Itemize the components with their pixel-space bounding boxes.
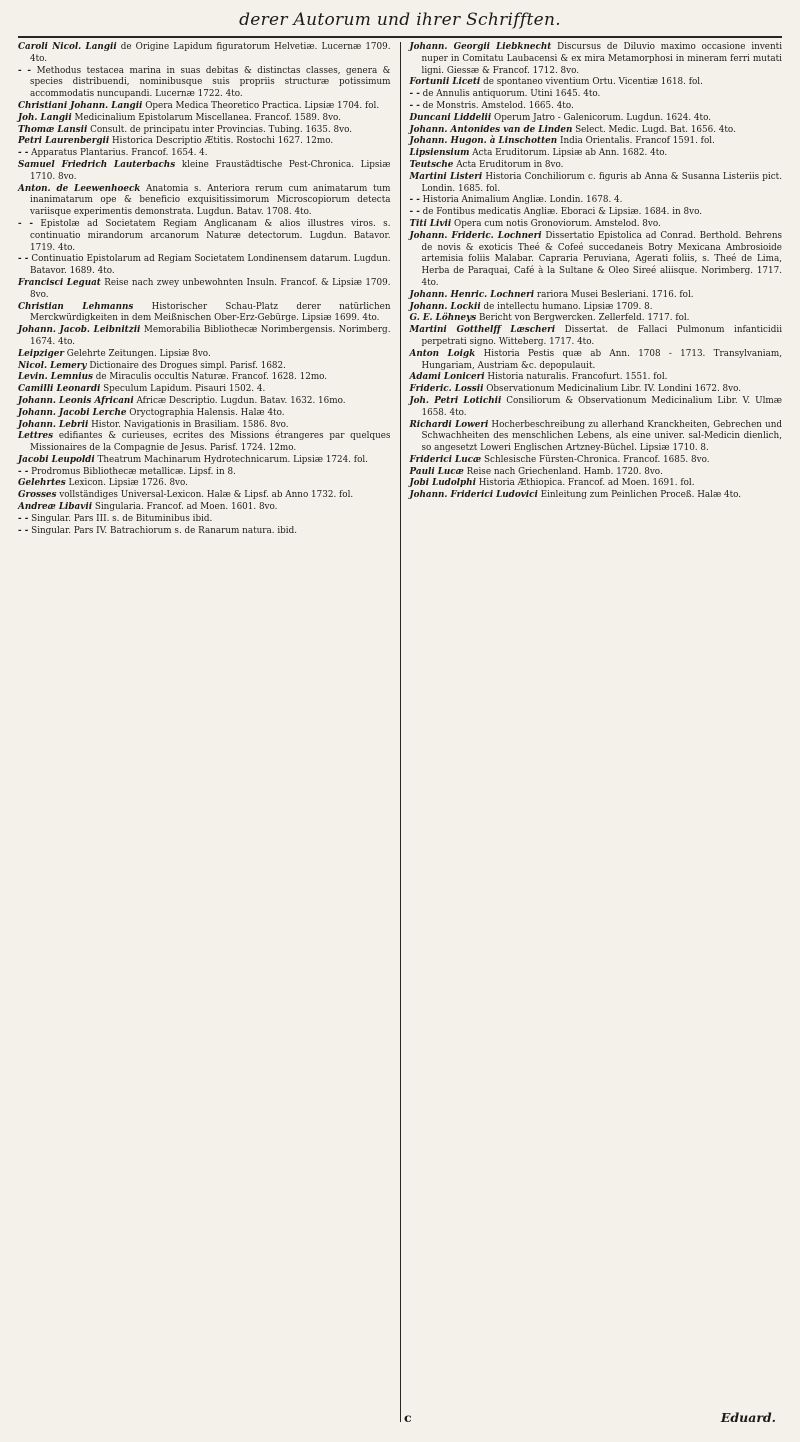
entry-title: Bericht von Bergwercken. Zellerfeld. 1717. fol. <box>478 313 690 324</box>
bibliography-entry <box>18 349 391 361</box>
entry-title: Singularia. Francof. ad Moen. 1601. 8vo. <box>94 502 278 513</box>
entry-author: Johann. Jacob. Leibnitzii <box>18 325 141 336</box>
bibliography-entry <box>18 278 391 302</box>
bibliography-entry <box>18 384 391 396</box>
bibliography-entry <box>18 455 391 467</box>
entry-title: Medicinalium Epistolarum Miscellanea. Francof. 1589. 8vo. <box>74 112 341 123</box>
bibliography-entry <box>410 42 783 77</box>
bibliography-entry <box>410 148 783 160</box>
entry-title: Select. Medic. Lugd. Bat. 1656. 4to. <box>575 124 736 135</box>
entry-author: Pauli Lucæ <box>409 466 464 477</box>
entry-author: - - <box>409 207 420 218</box>
page-footer <box>18 1410 782 1428</box>
bibliography-entry <box>18 136 391 148</box>
bibliography-entry <box>18 125 391 137</box>
entry-title: Continuatio Epistolarum ad Regiam Societatem Londinensem datarum. Lugdun. Batavor. 1689. 4to. <box>30 254 391 277</box>
bibliography-entry <box>18 42 391 66</box>
entry-title: Gelehrte Zeitungen. Lipsiæ 8vo. <box>66 348 211 359</box>
entry-title: Histor. Navigationis in Brasiliam. 1586. 8vo. <box>91 419 289 430</box>
entry-author: Lipsiensium <box>409 148 470 159</box>
entry-title: Reise nach zwey unbewohnten Insuln. Francof. & Lipsiæ 1709. 8vo. <box>30 277 391 300</box>
entry-author: Adami Loniceri <box>409 372 485 383</box>
entry-author: Leipziger <box>18 348 64 359</box>
entry-title: Operum Jatro - Galenicorum. Lugdun. 1624. 4to. <box>494 112 712 123</box>
bibliography-entry <box>18 254 391 278</box>
bibliography-entry <box>410 372 783 384</box>
entry-title: Opera Medica Theoretico Practica. Lipsiæ 1704. fol. <box>145 100 380 111</box>
entry-author: Johann. Jacobi Lerche <box>18 407 127 418</box>
entry-author: Christian Lehmanns <box>18 301 134 312</box>
entry-title: Dissertat. de Fallaci Pulmonum infanticidii perpetrati signo. Witteberg. 1717. 4to. <box>421 325 783 347</box>
entry-title: de Monstris. Amstelod. 1665. 4to. <box>422 100 574 111</box>
entry-author: Johann. Frideric. Lochneri <box>409 230 542 241</box>
page <box>18 8 782 1436</box>
entry-title: Memorabilia Bibliothecæ Norimbergensis. Norimberg. 1674. 4to. <box>30 325 391 347</box>
bibliography-entry <box>410 467 783 479</box>
bibliography-entry <box>410 302 783 314</box>
entry-author: Johann. Leonis Africani <box>18 395 134 406</box>
entry-title: edifiantes & curieuses, ecrites des Missions étrangeres par quelques Missionaires de la Compagnie de Jesus. Parisf. 1724. 12mo. <box>30 431 391 454</box>
entry-author: Johann. Hugon. à Linschotten <box>409 136 558 147</box>
bibliography-entry <box>18 325 391 349</box>
entry-author: Caroli Nicol. Langii <box>18 42 117 52</box>
entry-author: Johann. Henric. Lochneri <box>409 289 535 300</box>
entry-title: Lexicon. Lipsiæ 1726. 8vo. <box>68 478 188 489</box>
entry-author: - - <box>18 148 29 159</box>
bibliography-entry <box>410 384 783 396</box>
bibliography-entry <box>410 160 783 172</box>
bibliography-entry <box>410 172 783 196</box>
bibliography-entry <box>18 66 391 101</box>
header-rule <box>18 36 782 38</box>
entry-title: Observationum Medicinalium Libr. IV. Londini 1672. 8vo. <box>486 384 742 395</box>
entry-author: Fortunii Liceti <box>409 77 481 88</box>
entry-title: Historischer Schau-Platz derer natürlichen Merckwürdigkeiten in dem Meißnischen Ober-Erz-Gebürge. Lipsiæ 1699. 4to. <box>30 301 391 324</box>
entry-author: Joh. Petri Lotichii <box>409 395 502 406</box>
bibliography-entry <box>410 325 783 349</box>
entry-title: Singular. Pars III. s. de Bituminibus ibid. <box>31 513 213 524</box>
entry-title: de Origine Lapidum figuratorum Helvetiæ. Lucernæ 1709. 4to. <box>30 42 391 64</box>
bibliography-entry <box>410 490 783 502</box>
bibliography-entry <box>18 467 391 479</box>
entry-author: Teutsche <box>409 159 454 170</box>
entry-title: Dictionaire des Drogues simpl. Parisf. 1682. <box>89 360 286 371</box>
entry-author: Johann. Antonides van de Linden <box>409 124 573 135</box>
entry-title: Singular. Pars IV. Batrachiorum s. de Ranarum natura. ibid. <box>31 525 298 536</box>
entry-author: - - <box>18 65 32 76</box>
bibliography-entry <box>410 89 783 101</box>
bibliography-entry <box>410 231 783 290</box>
entry-author: Petri Laurenbergii <box>18 136 110 147</box>
entry-title: Acta Eruditorum. Lipsiæ ab Ann. 1682. 4to. <box>472 148 668 159</box>
bibliography-entry <box>410 195 783 207</box>
entry-title: Opera cum notis Gronoviorum. Amstelod. 8vo. <box>453 218 661 229</box>
signature-mark: c <box>404 1410 412 1425</box>
two-column-body <box>18 42 783 1425</box>
entry-title: Consiliorum & Observationum Medicinalium Libr. V. Ulmæ 1658. 4to. <box>421 395 782 418</box>
entry-author: Joh. Langii <box>18 112 72 123</box>
entry-title: Historia Æthiopica. Francof. ad Moen. 1691. fol. <box>478 478 695 489</box>
bibliography-entry <box>410 101 783 113</box>
entry-author: Samuel Friedrich Lauterbachs <box>18 159 176 170</box>
entry-title: India Orientalis. Francof 1591. fol. <box>559 136 715 147</box>
entry-author: Grosses <box>18 490 57 501</box>
entry-author: - - <box>18 513 29 524</box>
bibliography-entry <box>18 113 391 125</box>
running-head: derer Autorum und ihrer Schrifften. <box>239 10 561 30</box>
entry-author: Nicol. Lemery <box>18 360 87 371</box>
entry-title: Historia Conchiliorum c. figuris ab Anna & Susanna Listeriis pict. Londin. 1685. fol. <box>421 171 782 194</box>
entry-title: Speculum Lapidum. Pisauri 1502. 4. <box>103 384 266 395</box>
entry-title: Epistolæ ad Societatem Regiam Anglicanam & alios illustres viros. s. continuatio mirandorum arcanorum Naturæ detectorum. Lugdun. Batavor. 1719. 4to. <box>30 218 391 253</box>
entry-title: Africæ Descriptio. Lugdun. Batav. 1632. 16mo. <box>136 395 346 406</box>
entry-author: Jobi Ludolphi <box>409 478 476 489</box>
entry-title: Methodus testacea marina in suas debitas & distinctas classes, genera & species distribuendi, nominibusque suis propriis structuræ potissimum accommodatis nuncupandi. Lucernæ 1722. 4to. <box>30 65 391 100</box>
bibliography-entry <box>18 514 391 526</box>
bibliography-entry <box>410 136 783 148</box>
entry-author: Gelehrtes <box>18 478 66 489</box>
bibliography-entry <box>18 502 391 514</box>
entry-title: Historia Pestis quæ ab Ann. 1708 - 1713. Transylvaniam, Hungariam, Austriam &c. depopulauit. <box>421 348 782 371</box>
entry-author: Frideric. Lossii <box>409 384 484 395</box>
entry-title: de intellectu humano. Lipsiæ 1709. 8. <box>483 301 653 312</box>
right-column <box>401 42 783 1422</box>
entry-title: Apparatus Plantarius. Francof. 1654. 4. <box>31 148 208 159</box>
entry-title: Hocherbeschreibung zu allerhand Kranckheiten, Gebrechen und Schwachheiten des menschlichen Lebens, als eine univer. sal-Medicin dienlich, so angesetzt Loweri Englischen Artzney-Büchel. Lipsiæ 1710. 8. <box>421 419 783 454</box>
entry-author: Jacobi Leupoldi <box>18 454 95 465</box>
entry-title: vollständiges Universal-Lexicon. Halæ & Lipsf. ab Anno 1732. fol. <box>59 490 354 501</box>
bibliography-entry <box>410 313 783 325</box>
entry-author: Lettres <box>18 431 54 442</box>
entry-author: Martini Listeri <box>409 171 483 182</box>
entry-title: Schlesische Fürsten-Chronica. Francof. 1685. 8vo. <box>483 454 710 465</box>
bibliography-entry <box>18 160 391 184</box>
entry-title: Consult. de principatu inter Provincias. Tubing. 1635. 8vo. <box>90 124 353 135</box>
entry-author: Johann. Lockii <box>409 301 481 312</box>
bibliography-entry <box>410 349 783 373</box>
bibliography-entry <box>410 125 783 137</box>
bibliography-entry <box>18 420 391 432</box>
bibliography-entry <box>410 77 783 89</box>
entry-author: Christiani Johann. Langii <box>18 100 143 111</box>
bibliography-entry <box>18 478 391 490</box>
left-column <box>18 42 400 1422</box>
entry-author: - - <box>18 254 29 265</box>
entry-author: Anton. de Leewenhoeck <box>18 183 141 194</box>
entry-title: Acta Eruditorum in 8vo. <box>456 159 564 170</box>
entry-author: Richardi Loweri <box>409 419 489 430</box>
entry-title: Historia Animalium Angliæ. Londin. 1678. 4. <box>422 195 623 206</box>
bibliography-entry <box>18 184 391 219</box>
entry-title: rariora Musei Besleriani. 1716. fol. <box>536 289 694 300</box>
bibliography-entry <box>18 101 391 113</box>
entry-author: Johann. Lebrii <box>18 419 89 430</box>
entry-author: - - <box>18 525 29 536</box>
bibliography-entry <box>18 372 391 384</box>
entry-author: - - <box>409 195 420 206</box>
entry-author: - - <box>18 218 33 229</box>
bibliography-entry <box>18 526 391 538</box>
entry-author: Martini Gotthelff Læscheri <box>409 325 556 336</box>
bibliography-entry <box>18 148 391 160</box>
bibliography-entry <box>18 219 391 254</box>
entry-title: Reise nach Griechenland. Hamb. 1720. 8vo. <box>466 466 663 477</box>
bibliography-entry <box>410 219 783 231</box>
bibliography-entry <box>410 478 783 490</box>
bibliography-entry <box>18 302 391 326</box>
bibliography-entry <box>18 408 391 420</box>
entry-title: Einleitung zum Peinlichen Proceß. Halæ 4to. <box>540 490 742 501</box>
entry-author: Levin. Lemnius <box>18 372 93 383</box>
entry-author: Johann. Georgii Liebknecht <box>409 42 552 52</box>
entry-author: Johann. Friderici Ludovici <box>409 490 538 501</box>
entry-title: kleine Fraustädtische Pest-Chronica. Lipsiæ 1710. 8vo. <box>30 159 391 182</box>
entry-author: Duncani Liddelii <box>409 112 492 123</box>
entry-title: Historica Descriptio Ætitis. Rostochi 1627. 12mo. <box>112 136 334 147</box>
entry-title: de Miraculis occultis Naturæ. Francof. 1628. 12mo. <box>95 372 328 383</box>
bibliography-entry <box>18 490 391 502</box>
entry-title: Oryctographia Halensis. Halæ 4to. <box>129 407 285 418</box>
entry-title: Anatomia s. Anteriora rerum cum animatarum tum inanimatarum ope & beneficio exquisitissimorum Microscopiorum detecta variisque experimentis demonstrata. Lugdun. Batav. 1708. 4to. <box>30 183 391 218</box>
entry-title: Prodromus Bibliothecæ metallicæ. Lipsf. in 8. <box>31 466 236 477</box>
entry-title: de spontaneo viventium Ortu. Vicentiæ 1618. fol. <box>483 77 703 88</box>
entry-title: Historia naturalis. Francofurt. 1551. fol. <box>487 372 668 383</box>
entry-author: Camilli Leonardi <box>18 384 101 395</box>
entry-author: Anton Loigk <box>409 348 476 359</box>
bibliography-entry <box>410 396 783 420</box>
bibliography-entry <box>410 290 783 302</box>
bibliography-entry <box>18 396 391 408</box>
entry-author: Francisci Leguat <box>18 277 101 288</box>
entry-author: Friderici Lucæ <box>409 454 482 465</box>
bibliography-entry <box>410 455 783 467</box>
entry-author: - - <box>409 100 420 111</box>
entry-title: de Annulis antiquorum. Utini 1645. 4to. <box>422 89 601 100</box>
entry-author: G. E. Löhneys <box>409 313 477 324</box>
entry-title: Theatrum Machinarum Hydrotechnicarum. Lipsiæ 1724. fol. <box>97 454 368 465</box>
bibliography-entry <box>410 207 783 219</box>
catchword: Eduard. <box>720 1410 776 1425</box>
entry-title: Dissertatio Epistolica ad Conrad. Berthold. Behrens de novis & exoticis Theé & Cofeé succedaneis Botry Mexicana Ambrosioide artemisia foliis Malabar. Capraria Peruviana, Agerati foliis, s. Theé de Lima, Herba de Paraquai, Café à la Sultane & Oleo Sireé aliisque. Norimberg. 1717. 4to. <box>421 230 782 288</box>
entry-title: Discursus de Diluvio maximo occasione inventi nuper in Comitatu Laubacensi & ex mira Metamorphosi in mineram ferri mutati ligni. Giessæ & Francof. 1712. 8vo. <box>421 42 783 76</box>
bibliography-entry <box>410 113 783 125</box>
entry-author: Thomæ Lansii <box>18 124 88 135</box>
bibliography-entry <box>18 361 391 373</box>
entry-author: - - <box>18 466 29 477</box>
entry-author: Titi Livii <box>409 218 452 229</box>
bibliography-entry <box>18 431 391 455</box>
entry-author: Andreæ Libavii <box>18 502 93 513</box>
bibliography-entry <box>410 420 783 455</box>
entry-title: de Fontibus medicatis Angliæ. Eboraci & Lipsiæ. 1684. in 8vo. <box>422 207 703 218</box>
entry-author: - - <box>409 89 420 100</box>
